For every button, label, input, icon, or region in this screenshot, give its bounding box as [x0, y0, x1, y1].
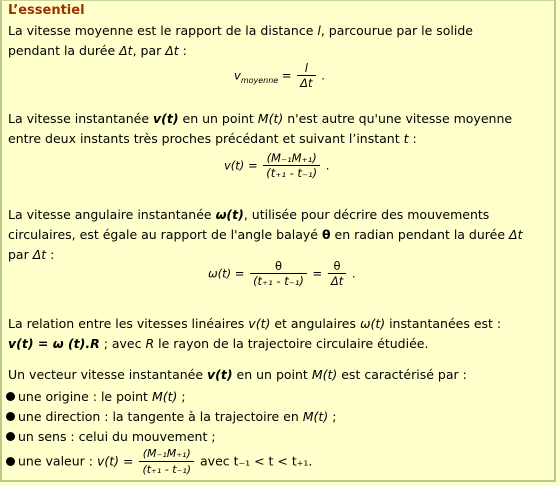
list-item: une origine : le point M(t) ;: [6, 387, 186, 407]
bullet-icon: [6, 432, 15, 441]
section-title: L’essentiel: [8, 3, 85, 18]
fraction: $\frac{\text{(M₋₁M₊₁)}}{\text{(t₊₁ - t₋₁)}}$: [139, 447, 194, 477]
fraction: $\frac{\theta}{\Delta t}$: [328, 259, 346, 289]
fraction: $\frac{l}{\Delta t}$: [297, 61, 315, 91]
fraction: $\frac{\text{(M₋₁M₊₁)}}{\text{(t₊₁ - t₋₁)}}$: [263, 151, 320, 181]
paragraph-angular-speed: La vitesse angulaire instantanée ω(t), utilisée pour décrire des mouvements circulaires, est égale au rapport de l'angle balayé θ en radian pendant la durée Δt par Δt :: [8, 207, 523, 262]
fraction: $\frac{\theta}{\text{(t₊₁ - t₋₁)}}$: [250, 259, 307, 289]
equation-average-speed: $v_{moyenne}$ = $\frac{l}{\Delta t}$ .: [234, 61, 325, 90]
list-item: une valeur : v(t) = $\frac{\text{(M₋₁M₊₁)}}{\text{(t₊₁ - t₋₁)}}$ avec t₋₁ < t < t₊₁.: [6, 447, 312, 477]
bullet-icon: [6, 392, 15, 401]
equation-angular-speed: ω(t) = $\frac{\theta}{\text{(t₊₁ - t₋₁)}}$ = $\frac{\theta}{\Delta t}$ .: [208, 259, 356, 288]
bullet-icon: [6, 457, 15, 466]
paragraph-instant-speed: La vitesse instantanée v(t) en un point M(t) n'est autre qu'une vitesse moyenne entre deux instants très proches précédant et suivant l’instant t :: [8, 111, 513, 146]
list-item: un sens : celui du mouvement ;: [6, 427, 216, 447]
paragraph-vector: Un vecteur vitesse instantanée v(t) en un point M(t) est caractérisé par :: [8, 367, 467, 382]
paragraph-relation: La relation entre les vitesses linéaires v(t) et angulaires ω(t) instantanées est : v(t) = ω (t).R ; avec R le rayon de la trajectoire circulaire étudiée.: [8, 316, 502, 351]
list-item: une direction : la tangente à la trajectoire en M(t) ;: [6, 407, 336, 427]
paragraph-average-speed: La vitesse moyenne est le rapport de la distance l, parcourue par le solide pendant la durée Δt, par Δt :: [8, 23, 473, 58]
equation-instant-speed: v(t) = $\frac{\text{(M₋₁M₊₁)}}{\text{(t₊₁ - t₋₁)}}$ .: [224, 151, 330, 180]
bullet-icon: [6, 412, 15, 421]
